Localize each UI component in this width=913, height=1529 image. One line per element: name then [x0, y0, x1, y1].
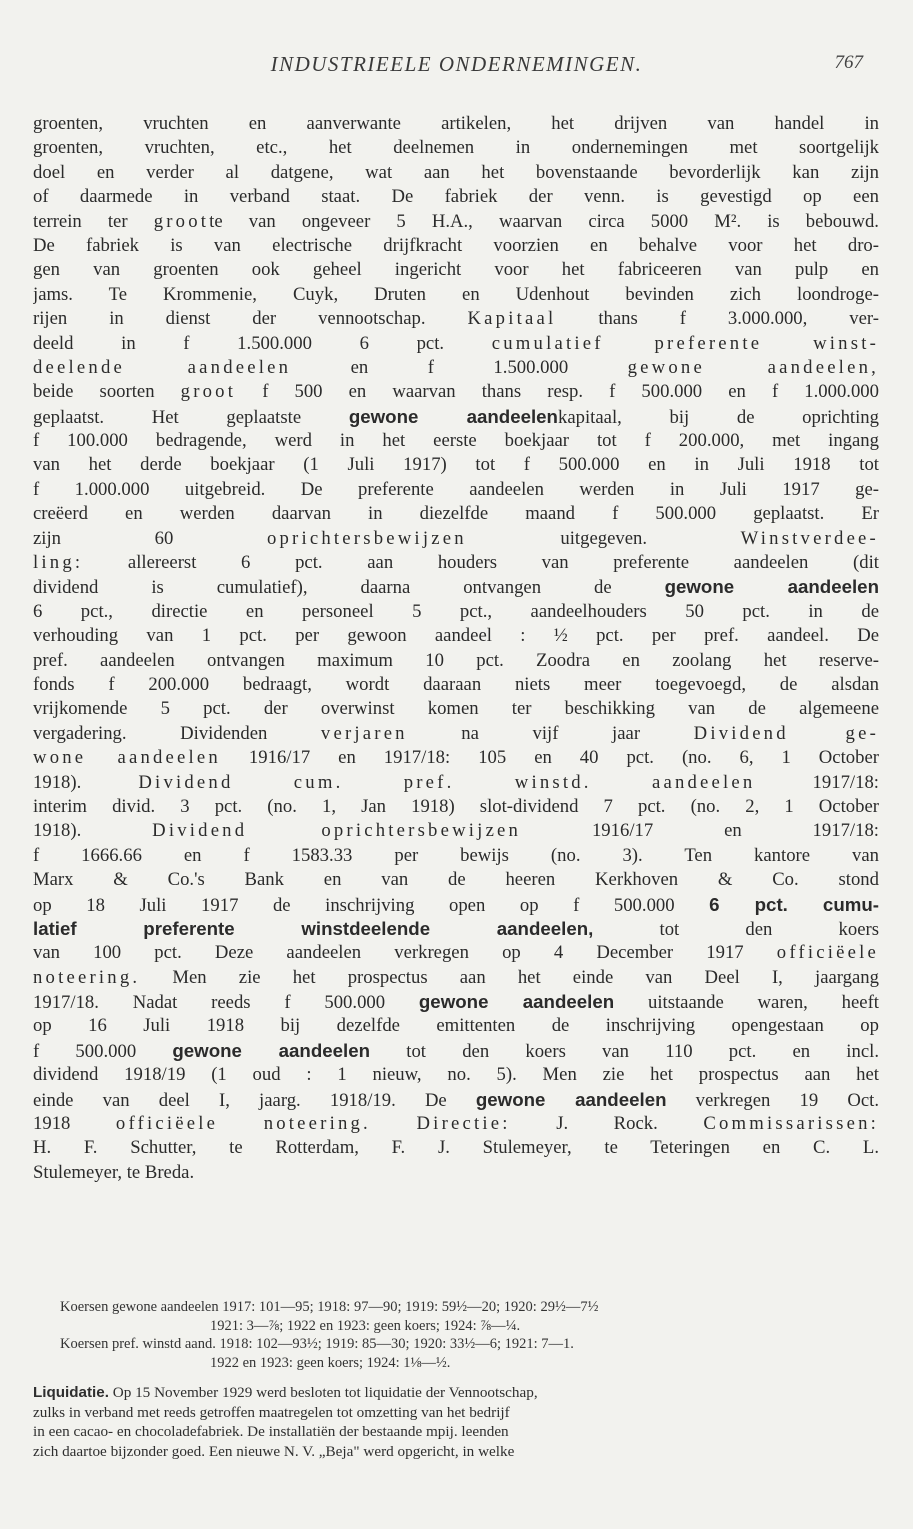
body-line: creëerd en werden daarvan in diezelfde maand f 500.000 geplaatst. Er	[33, 503, 879, 525]
body-line: f 500.000 gewone aandeelen tot den koers van 110 pct. en incl.	[33, 1039, 879, 1062]
spaced-emphasis: Dividend cum. pref. winstd. aandeelen	[138, 771, 756, 793]
price-line-gewone-cont: 1921: 3—⅞; 1922 en 1923: geen koers; 1924: ⅞—¼.	[210, 1317, 521, 1334]
body-line: dividend 1918/19 (1 oud : 1 nieuw, no. 5). Men zie het prospectus aan het	[33, 1064, 879, 1086]
price-line-gewone: Koersen gewone aandeelen 1917: 101—95; 1918: 97—90; 1919: 59½—20; 1920: 29½—7½	[60, 1299, 599, 1315]
spaced-emphasis: officiëele	[776, 942, 879, 964]
liquidation-label: Liquidatie.	[33, 1384, 109, 1401]
spaced-emphasis: groot	[180, 381, 237, 403]
body-line: interim divid. 3 pct. (no. 1, Jan 1918) slot-dividend 7 pct. (no. 2, 1 October	[33, 795, 879, 817]
bold-emphasis: gewone aandeelen	[418, 991, 615, 1013]
body-line: vrijkomende 5 pct. der overwinst komen ter beschikking van de algemeene	[33, 698, 879, 720]
body-line: op 16 Juli 1918 bij dezelfde emittenten de inschrijving opengestaan op	[33, 1015, 879, 1037]
body-line: Marx & Co.'s Bank en van de heeren Kerkhoven & Co. stond	[33, 869, 879, 891]
body-line: van het derde boekjaar (1 Juli 1917) tot f 500.000 en in Juli 1918 tot	[33, 454, 879, 476]
spaced-emphasis: Directie:	[416, 1113, 511, 1135]
body-line: noteering. Men zie het prospectus aan het einde van Deel I, jaargang	[33, 966, 879, 988]
spaced-emphasis: Dividend oprichtersbewijzen	[152, 820, 522, 842]
article-body	[33, 112, 879, 1185]
page-number: 767	[834, 52, 863, 73]
body-line: 1917/18. Nadat reeds f 500.000 gewone aandeelen uitstaande waren, heeft	[33, 991, 879, 1014]
liquidation-text-1: Op 15 November 1929 werd besloten tot liquidatie der Vennootschap,	[112, 1384, 538, 1401]
body-line: f 100.000 bedragende, werd in het eerste boekjaar tot f 200.000, met ingang	[33, 430, 879, 452]
body-line: einde van deel I, jaarg. 1918/19. De gewone aandeelen verkregen 19 Oct.	[33, 1088, 879, 1111]
price-history	[60, 1298, 880, 1372]
spaced-emphasis: cumulatief preferente winst-	[491, 332, 879, 354]
price-line-pref: Koersen pref. winstd aand. 1918: 102—93½; 1919: 85—30; 1920: 33½—6; 1921: 7—1.	[60, 1336, 574, 1352]
body-line: Stulemeyer, te Breda.	[33, 1161, 195, 1183]
body-line: verhouding van 1 pct. per gewoon aandeel : ½ pct. per pref. aandeel. De	[33, 625, 879, 647]
bold-emphasis: gewone aandeelen	[475, 1088, 667, 1110]
bold-emphasis: latief preferente winstdeelende aandeelen,	[33, 917, 594, 939]
liquidation-line-1	[33, 1383, 879, 1403]
body-line: op 18 Juli 1917 de inschrijving open op f 500.000 6 pct. cumu-	[33, 893, 879, 916]
running-title: INDUSTRIEELE ONDERNEMINGEN.	[270, 52, 643, 76]
bold-emphasis: 6 pct. cumu-	[709, 893, 879, 915]
body-line: gen van groenten ook geheel ingericht voor het fabriceeren van pulp en	[33, 259, 879, 281]
body-line: jams. Te Krommenie, Cuyk, Druten en Udenhout bevinden zich loondroge-	[33, 283, 879, 305]
bold-emphasis: gewone aandeelen	[172, 1039, 371, 1061]
body-line: f 1.000.000 uitgebreid. De preferente aandeelen werden in Juli 1917 ge-	[33, 478, 879, 500]
bold-emphasis: gewone aandeelen	[348, 405, 558, 427]
body-line: f 1666.66 en f 1583.33 per bewijs (no. 3). Ten kantore van	[33, 844, 879, 866]
spaced-emphasis: gewone aandeelen,	[627, 356, 879, 378]
spaced-emphasis: Kapitaal	[467, 308, 557, 330]
body-line: 1918). Dividend oprichtersbewijzen 1916/17 en 1917/18:	[33, 820, 879, 842]
body-line: fonds f 200.000 bedraagt, wordt daaraan niets meer toegevoegd, de alsdan	[33, 673, 879, 695]
bold-emphasis: gewone aandeelen	[664, 576, 879, 598]
body-line: H. F. Schutter, te Rotterdam, F. J. Stulemeyer, te Teteringen en C. L.	[33, 1137, 879, 1159]
spaced-emphasis: Winstverdee-	[740, 527, 879, 549]
spaced-emphasis: groot	[153, 210, 210, 232]
body-line: van 100 pct. Deze aandeelen verkregen op 4 December 1917 officiëele	[33, 942, 879, 964]
body-line: deeld in f 1.500.000 6 pct. cumulatief preferente winst-	[33, 332, 879, 354]
spaced-emphasis: noteering.	[33, 966, 141, 988]
body-line: wone aandeelen 1916/17 en 1917/18: 105 en 40 pct. (no. 6, 1 October	[33, 747, 879, 769]
body-line: vergadering. Dividenden verjaren na vijf jaar Dividend ge-	[33, 722, 879, 744]
body-line: 1918). Dividend cum. pref. winstd. aandeelen 1917/18:	[33, 771, 879, 793]
body-line: 6 pct., directie en personeel 5 pct., aandeelhouders 50 pct. in de	[33, 600, 879, 622]
body-line: 1918 officiëele noteering. Directie: J. Rock. Commissarissen:	[33, 1113, 879, 1135]
body-line: terrein ter grootte van ongeveer 5 H.A., waarvan circa 5000 M². is bebouwd.	[33, 210, 879, 232]
spaced-emphasis: officiëele	[115, 1113, 219, 1135]
body-line: beide soorten groot f 500 en waarvan thans resp. f 500.000 en f 1.000.000	[33, 381, 879, 403]
body-line: groenten, vruchten, etc., het deelnemen in ondernemingen met soortgelijk	[33, 137, 879, 159]
body-line: geplaatst. Het geplaatste gewone aandeelenkapitaal, bij de oprichting	[33, 405, 879, 428]
body-line: pref. aandeelen ontvangen maximum 10 pct. Zoodra en zoolang het reserve-	[33, 649, 879, 671]
body-line: of daarmede in verband staat. De fabriek der venn. is gevestigd op een	[33, 186, 879, 208]
body-line: De fabriek is van electrische drijfkracht voorzien en behalve voor het dro-	[33, 234, 879, 256]
spaced-emphasis: Commissarissen:	[703, 1113, 879, 1135]
liquidation-note	[33, 1383, 879, 1461]
spaced-emphasis: ling:	[33, 552, 84, 574]
page-header	[0, 52, 913, 84]
liquidation-line-3: in een cacao- en chocoladefabriek. De installatiën der bestaande mpij. leenden	[33, 1423, 509, 1441]
spaced-emphasis: oprichtersbewijzen	[266, 527, 467, 549]
liquidation-line-4: zich daartoe bijzonder goed. Een nieuwe N. V. „Beja" werd opgericht, in welke	[33, 1442, 515, 1460]
price-line-pref-cont: 1922 en 1923: geen koers; 1924: 1⅛—½.	[210, 1354, 451, 1371]
spaced-emphasis: deelende aandeelen	[33, 356, 292, 378]
body-line: latief preferente winstdeelende aandeelen, tot den koers	[33, 917, 879, 940]
spaced-emphasis: noteering.	[263, 1113, 371, 1135]
body-line: groenten, vruchten en aanverwante artikelen, het drijven van handel in	[33, 113, 879, 134]
body-line: deelende aandeelen en f 1.500.000 gewone aandeelen,	[33, 356, 879, 378]
body-line: rijen in dienst der vennootschap. Kapitaal thans f 3.000.000, ver-	[33, 308, 879, 330]
spaced-emphasis: verjaren	[320, 722, 408, 744]
spaced-emphasis: wone aandeelen	[33, 747, 221, 769]
body-line: zijn 60 oprichtersbewijzen uitgegeven. Winstverdee-	[33, 527, 879, 549]
body-line: doel en verder al datgene, wat aan het bovenstaande bevorderlijk kan zijn	[33, 161, 879, 183]
body-line: ling: allereerst 6 pct. aan houders van preferente aandeelen (dit	[33, 552, 879, 574]
body-line: dividend is cumulatief), daarna ontvangen de gewone aandeelen	[33, 576, 879, 599]
liquidation-line-2: zulks in verband met reeds getroffen maatregelen tot omzetting van het bedrijf	[33, 1403, 510, 1421]
spaced-emphasis: Dividend ge-	[693, 722, 879, 744]
